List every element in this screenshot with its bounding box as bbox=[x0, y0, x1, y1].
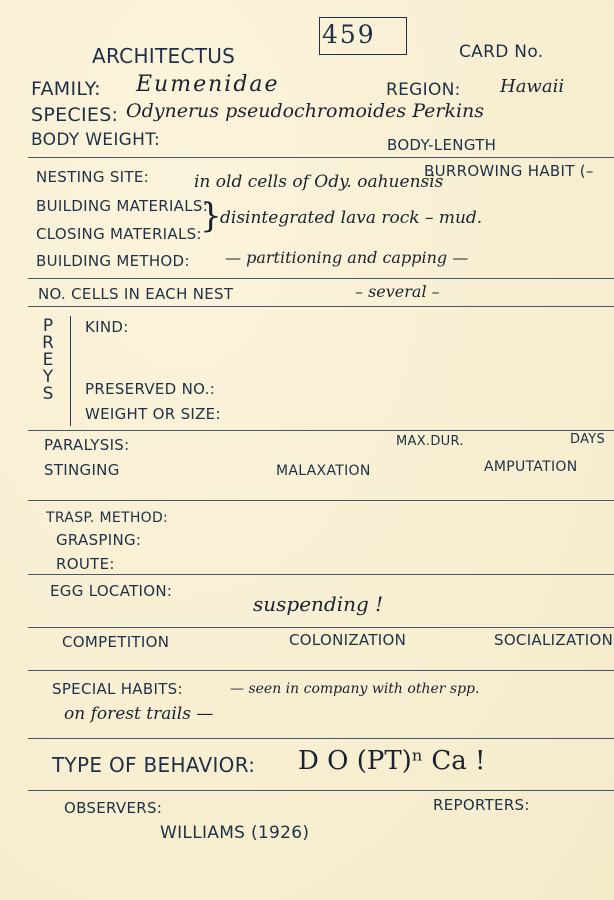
stinging-label: STINGING bbox=[44, 461, 120, 479]
paralysis-label: PARALYSIS: bbox=[44, 436, 130, 454]
preys-letter: P bbox=[42, 316, 54, 336]
behavior-value: D O (PT)ⁿ Ca ! bbox=[298, 746, 486, 776]
preys-divider bbox=[70, 316, 71, 426]
egg-location-label: EGG LOCATION: bbox=[50, 582, 173, 600]
body-weight-label: BODY WEIGHT: bbox=[31, 130, 161, 150]
body-length-label: BODY-LENGTH bbox=[387, 136, 497, 154]
cells-label: NO. CELLS IN EACH NEST bbox=[38, 285, 234, 303]
closing-materials-label: CLOSING MATERIALS: bbox=[36, 225, 202, 243]
preserved-label: PRESERVED NO.: bbox=[85, 380, 216, 398]
observers-value: WILLIAMS (1926) bbox=[160, 823, 310, 843]
divider bbox=[28, 738, 614, 739]
divider bbox=[28, 430, 614, 431]
materials-value: disintegrated lava rock – mud. bbox=[220, 208, 483, 228]
special-habits-line1: — seen in company with other spp. bbox=[230, 681, 480, 697]
card-no-label: CARD No. bbox=[459, 42, 544, 62]
divider bbox=[28, 157, 614, 158]
observers-label: OBSERVERS: bbox=[64, 799, 163, 817]
burrowing-habit-label: BURROWING HABIT (– bbox=[424, 162, 594, 180]
kind-label: KIND: bbox=[85, 318, 129, 336]
preys-letter: S bbox=[42, 384, 54, 404]
behavior-label: TYPE OF BEHAVIOR: bbox=[52, 753, 256, 777]
days-label: DAYS bbox=[570, 432, 606, 447]
weight-size-label: WEIGHT OR SIZE: bbox=[85, 405, 221, 423]
divider bbox=[28, 306, 614, 307]
divider bbox=[28, 670, 614, 671]
region-value: Hawaii bbox=[500, 76, 565, 97]
competition-label: COMPETITION bbox=[62, 633, 170, 651]
divider bbox=[28, 790, 614, 791]
nesting-site-value: in old cells of Ody. oahuensis bbox=[194, 172, 444, 192]
grasping-label: GRASPING: bbox=[56, 531, 142, 549]
species-label: SPECIES: bbox=[31, 104, 119, 126]
card-title: ARCHITECTUS bbox=[92, 44, 236, 68]
max-dur-label: MAX.DUR. bbox=[396, 434, 464, 449]
trasp-method-label: TRASP. METHOD: bbox=[46, 510, 169, 526]
region-label: REGION: bbox=[386, 80, 461, 100]
special-habits-label: SPECIAL HABITS: bbox=[52, 680, 183, 698]
cells-value: – several – bbox=[355, 282, 440, 301]
special-habits-line2: on forest trails — bbox=[64, 704, 214, 724]
nesting-site-label: NESTING SITE: bbox=[36, 168, 149, 186]
route-label: ROUTE: bbox=[56, 555, 115, 573]
building-materials-label: BUILDING MATERIALS: bbox=[36, 197, 209, 215]
species-value: Odynerus pseudochromoides Perkins bbox=[126, 100, 485, 122]
egg-location-value: suspending ! bbox=[253, 592, 384, 616]
divider bbox=[28, 278, 614, 279]
preys-vertical-label bbox=[38, 318, 58, 403]
card-number: 459 bbox=[322, 20, 376, 49]
building-method-value: — partitioning and capping — bbox=[225, 248, 469, 267]
family-value: Eumenidae bbox=[136, 72, 280, 97]
colonization-label: COLONIZATION bbox=[289, 631, 407, 649]
family-label: FAMILY: bbox=[31, 78, 101, 100]
divider bbox=[28, 500, 614, 501]
socialization-label: SOCIALIZATION bbox=[494, 631, 614, 649]
divider bbox=[28, 574, 614, 575]
reporters-label: REPORTERS: bbox=[433, 796, 530, 814]
preys-letter: E bbox=[42, 350, 54, 370]
preys-letter: Y bbox=[42, 367, 54, 387]
amputation-label: AMPUTATION bbox=[484, 459, 578, 475]
divider bbox=[28, 627, 614, 628]
malaxation-label: MALAXATION bbox=[276, 463, 371, 479]
preys-letter: R bbox=[42, 333, 54, 353]
building-method-label: BUILDING METHOD: bbox=[36, 252, 190, 270]
brace-symbol: } bbox=[200, 196, 222, 236]
